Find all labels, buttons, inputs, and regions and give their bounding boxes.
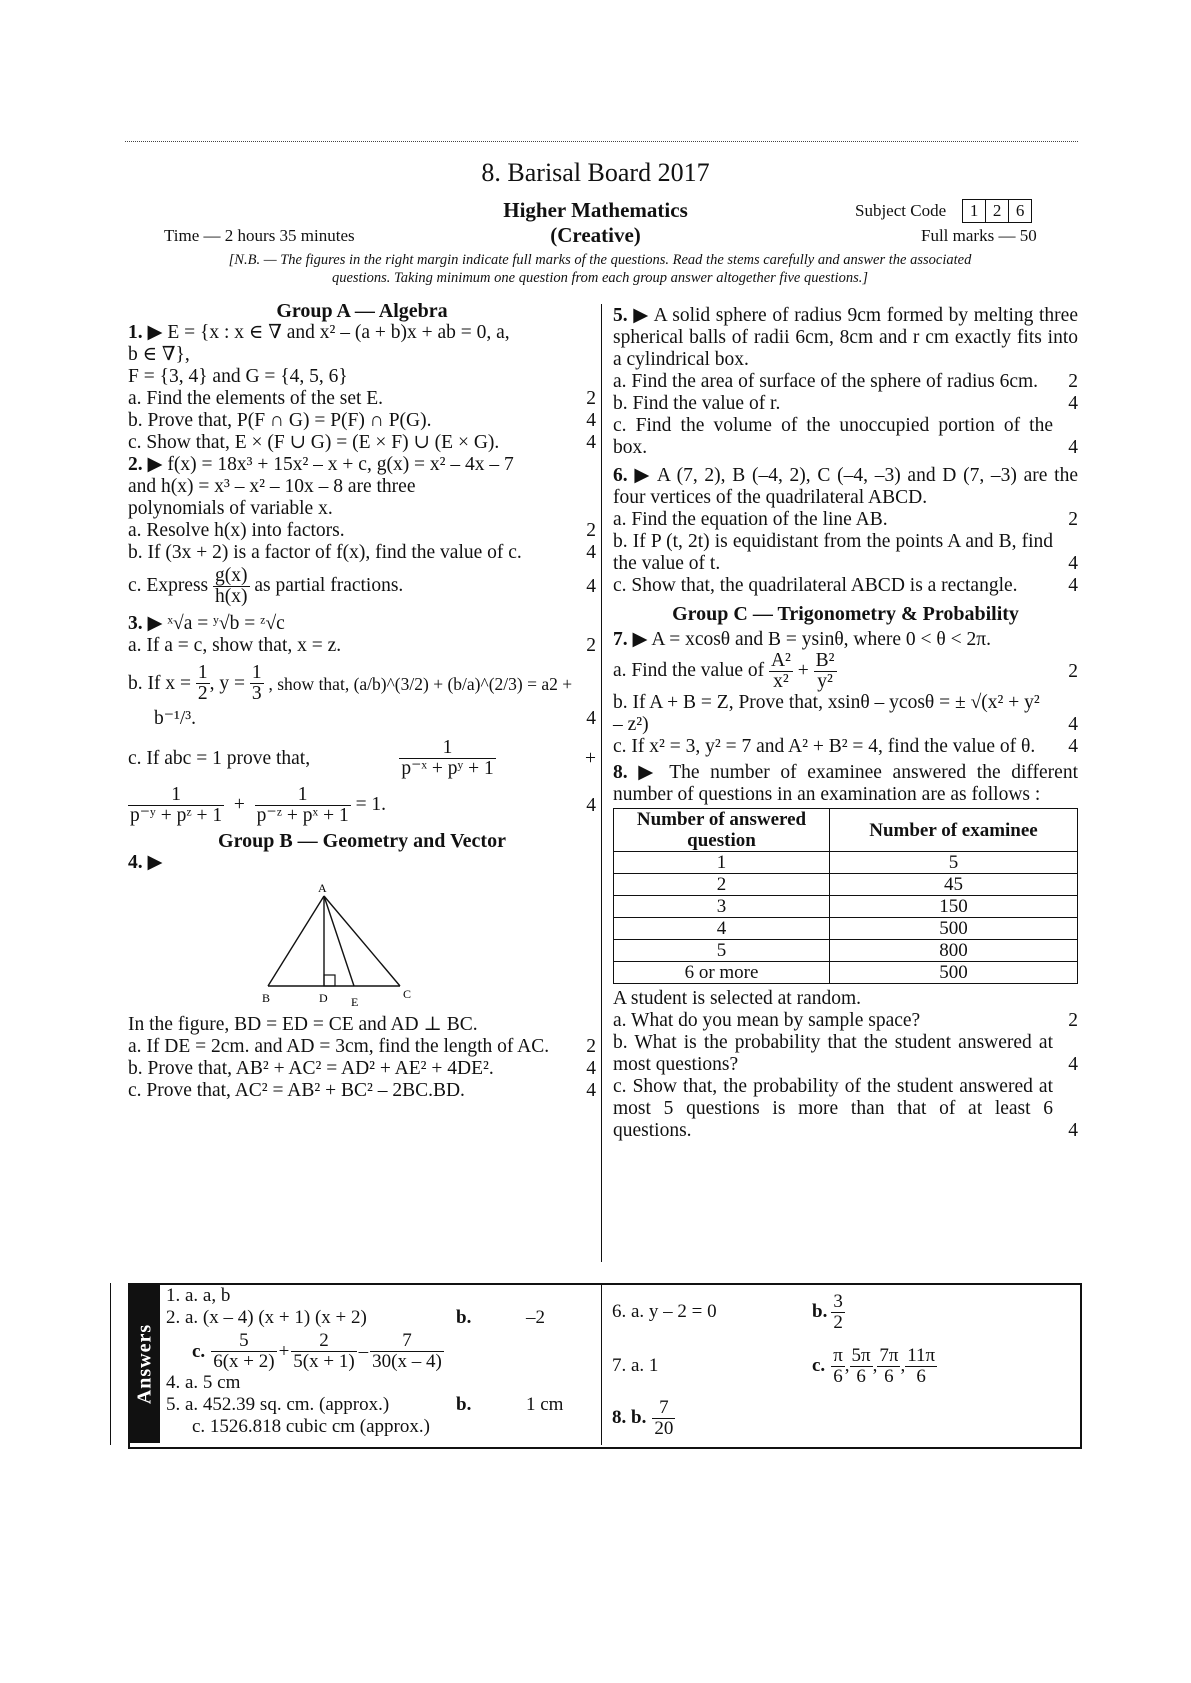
question-4 bbox=[128, 852, 596, 1102]
numerator: 1 bbox=[197, 662, 208, 683]
answer-8b-label: 8. b. bbox=[612, 1407, 647, 1428]
q2-stem-2: and h(x) = x³ – x² – 10x – 8 are three bbox=[128, 476, 416, 497]
paper-type: (Creative) bbox=[550, 223, 641, 247]
answers-label bbox=[130, 1285, 160, 1443]
q4-number: 4. ▶ bbox=[128, 852, 163, 873]
question-8 bbox=[613, 762, 1078, 1142]
fraction bbox=[291, 1331, 356, 1372]
denominator: 2 bbox=[833, 1311, 843, 1333]
q3-b-post: , show that, (a/b)^(3/2) + (b/a)^(2/3) = a2 + bbox=[268, 673, 573, 694]
q7-part-b: b. If A + B = Z, Prove that, xsinθ – ycosθ = ± √(x² + y² – z²) bbox=[613, 692, 1040, 735]
fraction bbox=[814, 651, 837, 692]
answer-5b-value: 1 cm bbox=[526, 1394, 564, 1415]
mark: 2 bbox=[586, 388, 596, 409]
fraction bbox=[211, 1331, 276, 1372]
answers-left bbox=[166, 1285, 596, 1438]
q5-part-b: b. Find the value of r. bbox=[613, 393, 781, 414]
mark: 4 bbox=[1068, 575, 1078, 596]
q1-part-a: a. Find the elements of the set E. bbox=[128, 388, 384, 409]
numerator: g(x) bbox=[215, 565, 248, 586]
group-c-title: Group C — Trigonometry & Probability bbox=[672, 603, 1019, 625]
instructions-note bbox=[150, 251, 1050, 287]
denominator: 6 bbox=[833, 1365, 843, 1387]
mark: 2 bbox=[1068, 660, 1078, 682]
page-title: 8. Barisal Board 2017 bbox=[481, 158, 710, 187]
subject-code-label: Subject Code bbox=[855, 201, 947, 220]
mark: 4 bbox=[1068, 1054, 1078, 1075]
table-row bbox=[614, 874, 1078, 896]
question-6 bbox=[613, 465, 1078, 597]
q8-after: A student is selected at random. bbox=[613, 988, 862, 1009]
q4-part-a: a. If DE = 2cm. and AD = 3cm, find the length of AC. bbox=[128, 1036, 550, 1057]
q3-number: 3. ▶ bbox=[128, 613, 163, 634]
top-dotted-rule bbox=[125, 141, 1078, 142]
table-cell: 3 bbox=[614, 896, 830, 918]
q3-part-b bbox=[128, 663, 596, 704]
q2-stem-3: polynomials of variable x. bbox=[128, 498, 333, 519]
q6-stem: A (7, 2), B (–4, 2), C (–4, –3) and D (7, –3) are the four vertices of the quadrilateral ABCD. bbox=[613, 465, 1078, 508]
fraction bbox=[831, 1292, 845, 1333]
mark: 4 bbox=[586, 410, 596, 431]
answer-2 bbox=[166, 1307, 596, 1329]
fraction bbox=[255, 785, 351, 826]
q8-part-a: a. What do you mean by sample space? bbox=[613, 1010, 921, 1031]
denominator: 6 bbox=[916, 1365, 926, 1387]
answers-side-line bbox=[110, 1283, 111, 1445]
q3-c-eq: = 1. bbox=[355, 793, 387, 815]
table-cell: 2 bbox=[614, 874, 830, 896]
answers-label-text: Answers bbox=[133, 1323, 156, 1405]
line-ae bbox=[324, 896, 354, 986]
q1-part-b: b. Prove that, P(F ∩ G) = P(F) ∩ P(G). bbox=[128, 410, 432, 431]
q7-stem: A = xcosθ and B = ysinθ, where 0 < θ < 2π. bbox=[651, 629, 991, 650]
mark: 2 bbox=[1068, 371, 1078, 392]
left-column bbox=[128, 300, 596, 1102]
answer-4: 4. a. 5 cm bbox=[166, 1372, 241, 1393]
mark: 4 bbox=[1068, 714, 1078, 735]
mark: 4 bbox=[1068, 437, 1078, 458]
fraction bbox=[850, 1346, 873, 1387]
q6-part-b: b. If P (t, 2t) is equidistant from the points A and B, find the value of t. bbox=[613, 531, 1053, 574]
q2-stem: f(x) = 18x³ + 15x² – x + c, g(x) = x² – 4x – 7 bbox=[167, 454, 514, 475]
table-header: Number of examinee bbox=[830, 809, 1078, 852]
label-a: A bbox=[318, 881, 327, 895]
numerator: 7π bbox=[879, 1344, 899, 1366]
answer-2b-value: –2 bbox=[526, 1307, 545, 1328]
table-cell: 5 bbox=[614, 940, 830, 962]
answers-right bbox=[612, 1285, 1072, 1443]
denominator: 2 bbox=[197, 683, 208, 704]
q1-stem-3: F = {3, 4} and G = {4, 5, 6} bbox=[128, 366, 348, 387]
mark: 2 bbox=[586, 1036, 596, 1057]
q7-a-pre: a. Find the value of bbox=[613, 659, 765, 681]
answer-6b-label: b. bbox=[812, 1301, 828, 1322]
exam-time: Time — 2 hours 35 minutes bbox=[164, 226, 355, 245]
table-cell: 500 bbox=[830, 962, 1078, 984]
fraction bbox=[769, 651, 793, 692]
numerator: π bbox=[833, 1344, 843, 1366]
q2-number: 2. ▶ bbox=[128, 454, 163, 475]
question-3 bbox=[128, 613, 596, 826]
triangle-figure bbox=[128, 874, 596, 1014]
q6-part-c: c. Show that, the quadrilateral ABCD is a rectangle. bbox=[613, 575, 1018, 596]
q8-part-b: b. What is the probability that the student answered at most questions? bbox=[613, 1032, 1053, 1075]
fraction bbox=[652, 1398, 675, 1439]
answer-2c-label: c. bbox=[192, 1340, 206, 1362]
mark: 4 bbox=[586, 542, 596, 563]
numerator: 3 bbox=[833, 1290, 843, 1312]
group-b-title: Group B — Geometry and Vector bbox=[218, 830, 506, 852]
label-e: E bbox=[351, 995, 359, 1009]
numerator: 1 bbox=[128, 785, 224, 806]
fraction bbox=[250, 663, 264, 704]
answer-7: 7. a. 1 c. $\frac{\pi}{6}$ , $\frac{5\pi}{6}$ , $\frac{7\pi}{6}$ , $\frac{11\pi}{6}$ bbox=[612, 1344, 936, 1387]
denominator: 6 bbox=[856, 1365, 866, 1387]
answer-1: 1. a. a, b bbox=[166, 1285, 231, 1306]
label-b: B bbox=[262, 991, 271, 1005]
denominator: 20 bbox=[654, 1417, 674, 1439]
denominator: 5(x + 1) bbox=[293, 1351, 355, 1372]
denominator: p⁻ˣ + pʸ + 1 bbox=[401, 758, 494, 779]
table-cell: 6 or more bbox=[614, 962, 830, 984]
answer-5b-label: b. bbox=[456, 1394, 472, 1415]
group-a-title: Group A — Algebra bbox=[276, 300, 448, 322]
mark: 4 bbox=[586, 575, 596, 597]
answer-8 bbox=[612, 1393, 1072, 1443]
q5-number: 5. ▶ bbox=[613, 305, 650, 326]
q3-b-tail: b⁻¹/³. bbox=[154, 708, 197, 729]
denominator: 6 bbox=[884, 1365, 894, 1387]
q2-part-b: b. If (3x + 2) is a factor of f(x), find the value of c. bbox=[128, 542, 522, 563]
mark: 2 bbox=[1068, 509, 1078, 530]
note-line-2: questions. Taking minimum one question from each group answer altogether five questions.] bbox=[331, 270, 869, 286]
fraction bbox=[905, 1346, 937, 1387]
q3-part-c-2: $\frac{1}{\text{p⁻ʸ + pᶻ + 1}}$ + $\frac{1}{\text{p⁻ᶻ + pˣ + 1}}$ = 1. 4 bbox=[130, 784, 596, 826]
numerator: 5π bbox=[851, 1344, 871, 1366]
fraction bbox=[370, 1331, 444, 1372]
denominator: h(x) bbox=[215, 586, 248, 607]
mark: 4 bbox=[1068, 1120, 1078, 1141]
line-ac bbox=[324, 896, 400, 986]
numerator: 1 bbox=[255, 785, 351, 806]
code-digit: 6 bbox=[1008, 200, 1031, 222]
table-cell: 150 bbox=[830, 896, 1078, 918]
fraction bbox=[213, 566, 250, 607]
fraction bbox=[831, 1346, 845, 1387]
mark: 2 bbox=[1068, 1010, 1078, 1031]
q1-stem-2: b ∈ ∇}, bbox=[128, 344, 190, 365]
denominator: 30(x – 4) bbox=[372, 1351, 442, 1372]
column-divider bbox=[601, 304, 602, 1262]
line-ab bbox=[268, 896, 324, 986]
q4-part-c: c. Prove that, AC² = AB² + BC² – 2BC.BD. bbox=[128, 1080, 465, 1101]
subject-code-box bbox=[962, 199, 1032, 223]
numerator: B² bbox=[815, 650, 835, 671]
numerator: 5 bbox=[211, 1331, 276, 1352]
q3-c-pre: c. If abc = 1 prove that, bbox=[128, 747, 311, 769]
q4-stem: In the figure, BD = ED = CE and AD ⊥ BC. bbox=[128, 1014, 478, 1035]
q1-number: 1. ▶ bbox=[128, 322, 163, 343]
examinee-table bbox=[613, 808, 1078, 984]
q7-part-a: a. Find the value of $\frac{\text{A²}}{\text{x²}}$ + $\frac{\text{B²}}{\text{y²}}$ bbox=[613, 650, 835, 692]
numerator: 7 bbox=[370, 1331, 444, 1352]
denominator: p⁻ʸ + pᶻ + 1 bbox=[130, 805, 223, 826]
mark: 4 bbox=[1068, 736, 1078, 757]
table-row bbox=[614, 852, 1078, 874]
q8-stem: The number of examinee answered the different number of questions in an examination are as follows : bbox=[613, 762, 1078, 805]
answer-6a: 6. a. y – 2 = 0 bbox=[612, 1301, 717, 1322]
q1-part-c: c. Show that, E × (F ∪ G) = (E × F) ∪ (E × G). bbox=[128, 432, 500, 453]
label-c: C bbox=[403, 987, 412, 1001]
q3-b-mid: , y = bbox=[209, 672, 245, 694]
code-digit: 1 bbox=[969, 201, 979, 220]
table-row bbox=[614, 896, 1078, 918]
answers-divider bbox=[601, 1285, 602, 1445]
label-d: D bbox=[319, 991, 328, 1005]
q8-part-c: c. Show that, the probability of the student answered at most 5 questions is more than that of at least 6 questions. bbox=[613, 1076, 1053, 1141]
question-2 bbox=[128, 454, 596, 607]
table-cell: 1 bbox=[614, 852, 830, 874]
table-row bbox=[614, 940, 1078, 962]
q6-part-a: a. Find the equation of the line AB. bbox=[613, 509, 888, 530]
answer-2b-label: b. bbox=[456, 1307, 472, 1328]
fraction bbox=[399, 738, 495, 779]
q3-part-c bbox=[128, 738, 596, 779]
answer-5c: c. 1526.818 cubic cm (approx.) bbox=[192, 1416, 430, 1437]
mark: 4 bbox=[1068, 553, 1078, 574]
answer-5a: 5. a. 452.39 sq. cm. (approx.) bbox=[166, 1394, 390, 1415]
q1-stem: E = {x : x ∈ ∇ and x² – (a + b)x + ab = 0, a, bbox=[167, 322, 510, 343]
answer-5 bbox=[166, 1394, 596, 1416]
plus-sign: + bbox=[585, 747, 596, 769]
q3-part-a: a. If a = c, show that, x = z. bbox=[128, 635, 342, 656]
q5-part-a: a. Find the area of surface of the sphere of radius 6cm. bbox=[613, 371, 1039, 392]
denominator: 6(x + 2) bbox=[213, 1351, 275, 1372]
table-cell: 500 bbox=[830, 918, 1078, 940]
fraction bbox=[128, 785, 224, 826]
table-cell: 800 bbox=[830, 940, 1078, 962]
table-cell: 5 bbox=[830, 852, 1078, 874]
fraction bbox=[196, 663, 210, 704]
mark: 4 bbox=[586, 432, 596, 453]
right-column bbox=[613, 305, 1078, 1142]
q3-b-pre: b. If x = bbox=[128, 672, 191, 694]
q4-part-b: b. Prove that, AB² + AC² = AD² + AE² + 4DE². bbox=[128, 1058, 494, 1079]
numerator: 2 bbox=[291, 1331, 356, 1352]
question-7 bbox=[613, 629, 1078, 758]
q2-part-c bbox=[128, 566, 403, 607]
right-angle-mark bbox=[324, 975, 335, 986]
mark: 4 bbox=[586, 794, 596, 816]
table-row bbox=[614, 962, 1078, 984]
denominator: p⁻ᶻ + pˣ + 1 bbox=[256, 805, 349, 826]
answer-2c: c. $\frac{5}{6(x + 2)}$ + $\frac{2}{5(x + 1)}$ – $\frac{7}{30(x - 4)}$ bbox=[192, 1330, 442, 1372]
q5-part-c: c. Find the volume of the unoccupied portion of the box. bbox=[613, 415, 1053, 458]
answer-7a: 7. a. 1 bbox=[612, 1355, 659, 1376]
mark: 4 bbox=[1068, 393, 1078, 414]
denominator: y² bbox=[817, 671, 833, 692]
table-cell: 45 bbox=[830, 874, 1078, 896]
question-5 bbox=[613, 305, 1078, 459]
full-marks: Full marks — 50 bbox=[921, 226, 1037, 245]
answer-2a: 2. a. (x – 4) (x + 1) (x + 2) bbox=[166, 1307, 367, 1328]
numerator: 7 bbox=[652, 1398, 675, 1419]
numerator: 1 bbox=[399, 738, 495, 759]
mark: 2 bbox=[586, 520, 596, 541]
question-1 bbox=[128, 322, 596, 454]
answer-7c-label: c. bbox=[812, 1355, 826, 1376]
table-row bbox=[614, 918, 1078, 940]
numerator: 11π bbox=[907, 1344, 936, 1366]
mark: 2 bbox=[586, 635, 596, 656]
q3-stem: ˣ√a = ʸ√b = ᶻ√c bbox=[167, 613, 285, 634]
q2-c-pre: c. Express bbox=[128, 574, 209, 596]
answer-6 bbox=[612, 1285, 1072, 1339]
numerator: A² bbox=[770, 650, 791, 671]
q2-c-post: as partial fractions. bbox=[254, 574, 404, 596]
q7-part-c: c. If x² = 3, y² = 7 and A² + B² = 4, find the value of θ. bbox=[613, 736, 1036, 757]
mark: 4 bbox=[586, 1080, 596, 1101]
q8-number: 8. ▶ bbox=[613, 762, 659, 783]
q5-stem: A solid sphere of radius 9cm formed by melting three spherical balls of radii 6cm, 8cm and r cm exactly fits into a cylindrical box. bbox=[613, 305, 1078, 370]
mark: 4 bbox=[586, 1058, 596, 1079]
denominator: 3 bbox=[251, 683, 262, 704]
subject-name: Higher Mathematics bbox=[503, 198, 688, 222]
fraction bbox=[877, 1346, 900, 1387]
q6-number: 6. ▶ bbox=[613, 465, 652, 486]
mark: 4 bbox=[586, 708, 596, 729]
table-header: Number of answered question bbox=[614, 809, 830, 852]
q2-part-a: a. Resolve h(x) into factors. bbox=[128, 520, 345, 541]
denominator: x² bbox=[773, 671, 789, 692]
subject-code bbox=[855, 199, 1032, 223]
note-line-1: [N.B. — The figures in the right margin indicate full marks of the questions. Read the stems carefully and answer the associated bbox=[228, 252, 972, 268]
numerator: 1 bbox=[251, 662, 262, 683]
code-digit: 2 bbox=[985, 200, 1008, 222]
table-cell: 4 bbox=[614, 918, 830, 940]
q7-number: 7. ▶ bbox=[613, 629, 648, 650]
